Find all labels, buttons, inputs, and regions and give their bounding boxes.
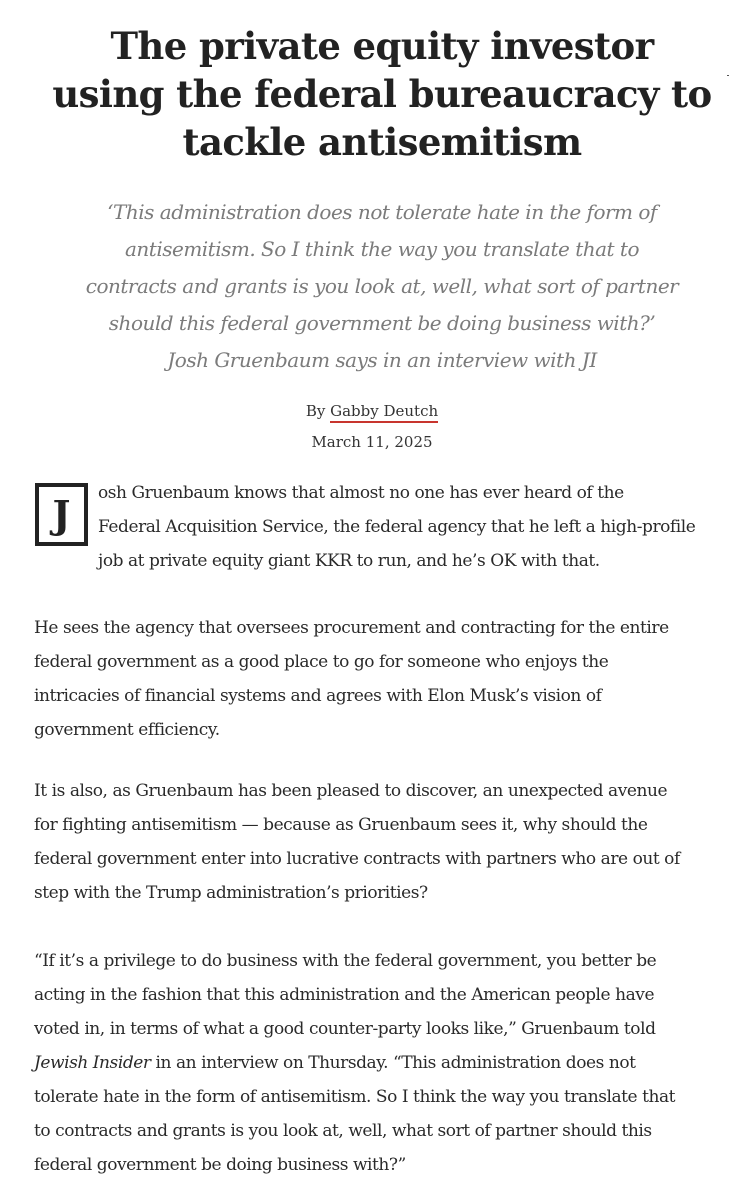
headline-line: tackle antisemitism [182, 120, 582, 164]
paragraph-line: voted in, in terms of what a good counter-party looks like,” Gruenbaum told [34, 1019, 656, 1039]
paragraph-line: federal government enter into lucrative contracts with partners who are out of [34, 849, 680, 869]
article-paragraph-4 [34, 944, 734, 1182]
paragraph-line: tolerate hate in the form of antisemitism. So I think the way you translate that [34, 1087, 676, 1107]
paragraph-line: federal government as a good place to go for someone who enjoys the [34, 652, 609, 672]
paragraph-line-rest: in an interview on Thursday. “This administration does not [150, 1053, 636, 1073]
article-paragraph-1 [98, 476, 738, 578]
paragraph-line: to contracts and grants is you look at, well, what sort of partner should this [34, 1121, 652, 1141]
paragraph-line: osh Gruenbaum knows that almost no one has ever heard of the [98, 483, 624, 503]
byline-prefix: By [305, 402, 326, 420]
paragraph-line: step with the Trump administration’s priorities? [34, 883, 428, 903]
paragraph-line: It is also, as Gruenbaum has been pleased to discover, an unexpected avenue [34, 781, 668, 801]
publish-date: March 11, 2025 [311, 433, 433, 451]
article-headline [40, 22, 724, 166]
paragraph-line: He sees the agency that oversees procurement and contracting for the entire [34, 618, 669, 638]
dek-line: contracts and grants is you look at, well, what sort of partner [85, 274, 679, 298]
dek-line: Josh Gruenbaum says in an interview with JI [167, 348, 597, 372]
decorative-dot [727, 75, 729, 76]
publication-name: Jewish Insider [34, 1053, 151, 1073]
byline [0, 399, 744, 423]
paragraph-line: “If it’s a privilege to do business with the federal government, you better be [34, 951, 657, 971]
article-dek [40, 194, 724, 379]
paragraph-line: Federal Acquisition Service, the federal agency that he left a high-profile [98, 517, 696, 537]
dek-line: should this federal government be doing business with?’ [108, 311, 656, 335]
headline-line: using the federal bureaucracy to [52, 72, 712, 116]
dek-line: antisemitism. So I think the way you translate that to [124, 237, 640, 261]
paragraph-line: federal government be doing business with?” [34, 1155, 406, 1175]
author-link[interactable]: Gabby Deutch [330, 402, 438, 423]
paragraph-line: intricacies of financial systems and agrees with Elon Musk’s vision of [34, 686, 602, 706]
dek-line: ‘This administration does not tolerate hate in the form of [107, 200, 657, 224]
drop-cap: J [35, 483, 88, 546]
article-paragraph-2 [34, 611, 734, 747]
headline-line: The private equity investor [110, 24, 654, 68]
paragraph-line: government efficiency. [34, 720, 220, 740]
paragraph-line: acting in the fashion that this administration and the American people have [34, 985, 655, 1005]
paragraph-line: for fighting antisemitism — because as Gruenbaum sees it, why should the [34, 815, 648, 835]
paragraph-line [34, 1046, 734, 1080]
article-paragraph-3 [34, 774, 734, 910]
paragraph-line: job at private equity giant KKR to run, and he’s OK with that. [98, 551, 600, 571]
